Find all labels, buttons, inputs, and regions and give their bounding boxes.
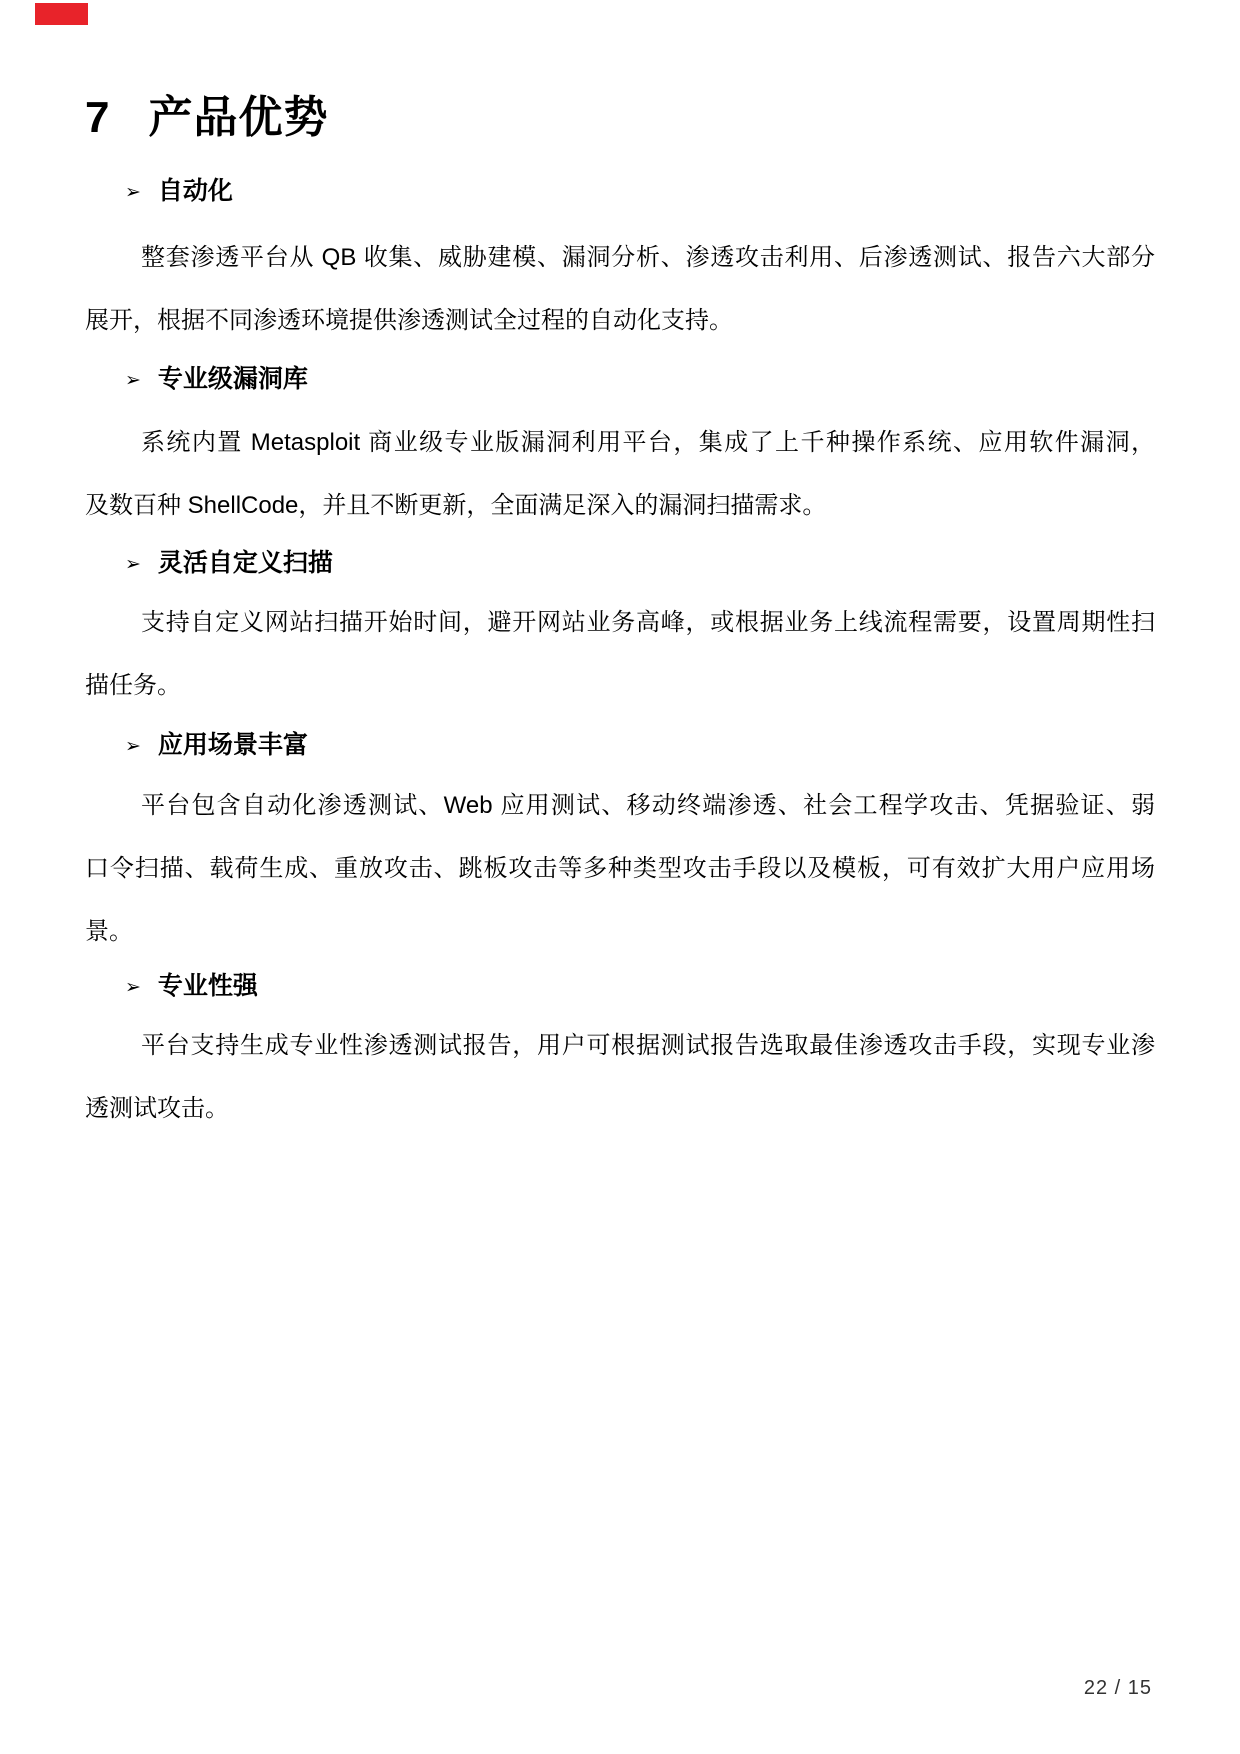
paragraph-line: 及数百种 ShellCode，并且不断更新，全面满足深入的漏洞扫描需求。 xyxy=(85,492,827,519)
paragraph-line: 展开，根据不同渗透环境提供渗透测试全过程的自动化支持。 xyxy=(85,307,733,334)
paragraph-line: 景。 xyxy=(85,918,133,945)
paragraph-vulndb xyxy=(85,411,1155,537)
section-heading-vulndb xyxy=(125,364,308,394)
red-logo-mark xyxy=(35,3,88,25)
paragraph-line: 平台包含自动化渗透测试、Web 应用测试、移动终端渗透、社会工程学攻击、凭据验证、弱 xyxy=(141,792,1155,819)
arrow-bullet-icon: ➢ xyxy=(125,181,141,203)
section-heading-label: 应用场景丰富 xyxy=(157,731,308,759)
heading-text: 产品优势 xyxy=(148,93,329,142)
paragraph-line: 透测试攻击。 xyxy=(85,1095,229,1122)
arrow-bullet-icon: ➢ xyxy=(125,735,141,757)
heading-number: 7 xyxy=(85,93,111,142)
section-heading-professional xyxy=(125,971,258,1001)
section-heading-label: 专业级漏洞库 xyxy=(157,365,308,393)
section-heading-label: 自动化 xyxy=(157,177,233,205)
arrow-bullet-icon: ➢ xyxy=(125,369,141,391)
paragraph-professional xyxy=(85,1014,1155,1140)
section-heading-label: 专业性强 xyxy=(157,972,258,1000)
paragraph-line: 系统内置 Metasploit 商业级专业版漏洞利用平台，集成了上千种操作系统、应用软件漏洞， xyxy=(141,429,1155,456)
page-title xyxy=(85,92,328,144)
paragraph-line: 口令扫描、载荷生成、重放攻击、跳板攻击等多种类型攻击手段以及模板，可有效扩大用户应用场 xyxy=(85,855,1155,882)
arrow-bullet-icon: ➢ xyxy=(125,553,141,575)
section-heading-scenarios xyxy=(125,730,308,760)
paragraph-line: 整套渗透平台从 QB 收集、威胁建模、漏洞分析、渗透攻击利用、后渗透测试、报告六大部分 xyxy=(141,244,1155,271)
paragraph-line: 平台支持生成专业性渗透测试报告，用户可根据测试报告选取最佳渗透攻击手段，实现专业渗 xyxy=(141,1032,1155,1059)
section-heading-automation xyxy=(125,176,233,206)
arrow-bullet-icon: ➢ xyxy=(125,976,141,998)
paragraph-line: 支持自定义网站扫描开始时间，避开网站业务高峰，或根据业务上线流程需要，设置周期性扫 xyxy=(141,609,1155,636)
paragraph-scenarios xyxy=(85,774,1155,963)
section-heading-custom-scan xyxy=(125,548,333,578)
paragraph-line: 描任务。 xyxy=(85,672,181,699)
paragraph-custom-scan xyxy=(85,591,1155,717)
page-number: 22 / 15 xyxy=(1083,1677,1152,1699)
paragraph-automation xyxy=(85,226,1155,352)
section-heading-label: 灵活自定义扫描 xyxy=(157,549,333,577)
